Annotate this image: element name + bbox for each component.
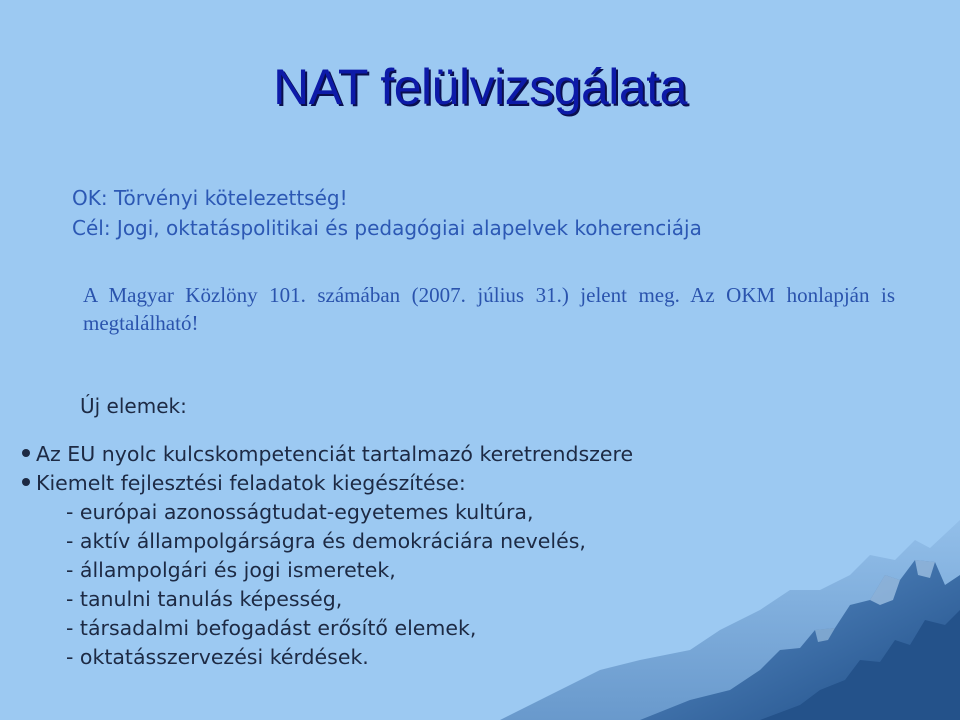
intro-block <box>72 183 702 243</box>
intro-line-obligation: OK: Törvényi kötelezettség! <box>72 186 348 210</box>
intro-line-goal: Cél: Jogi, oktatáspolitikai és pedagógiai alapelvek koherenciája <box>72 216 702 240</box>
list-item <box>22 469 633 498</box>
list-item <box>22 440 633 469</box>
sub-list-item: - társadalmi befogadást erősítő elemek, <box>66 616 477 640</box>
slide-title: NAT felülvizsgálata <box>273 59 687 115</box>
sub-list-item: - tanulni tanulás képesség, <box>66 587 343 611</box>
new-items-list <box>22 440 633 672</box>
sub-list-item: - oktatásszervezési kérdések. <box>66 645 369 669</box>
list-item-text: Kiemelt fejlesztési feladatok kiegészítése: <box>36 471 466 495</box>
list-item-text: Az EU nyolc kulcskompetenciát tartalmazó keretrendszere <box>36 442 634 466</box>
bullet-icon <box>22 478 30 486</box>
gazette-note: A Magyar Közlöny 101. számában (2007. július 31.) jelent meg. Az OKM honlapján is megtalálható! <box>83 283 895 335</box>
sub-list-item: - európai azonosságtudat-egyetemes kultúra, <box>66 500 534 524</box>
bullet-icon <box>22 449 30 457</box>
sub-list-item: - aktív állampolgárságra és demokráciára nevelés, <box>66 529 586 553</box>
sub-list-item: - állampolgári és jogi ismeretek, <box>66 558 396 582</box>
new-items-label: Új elemek: <box>80 394 187 418</box>
